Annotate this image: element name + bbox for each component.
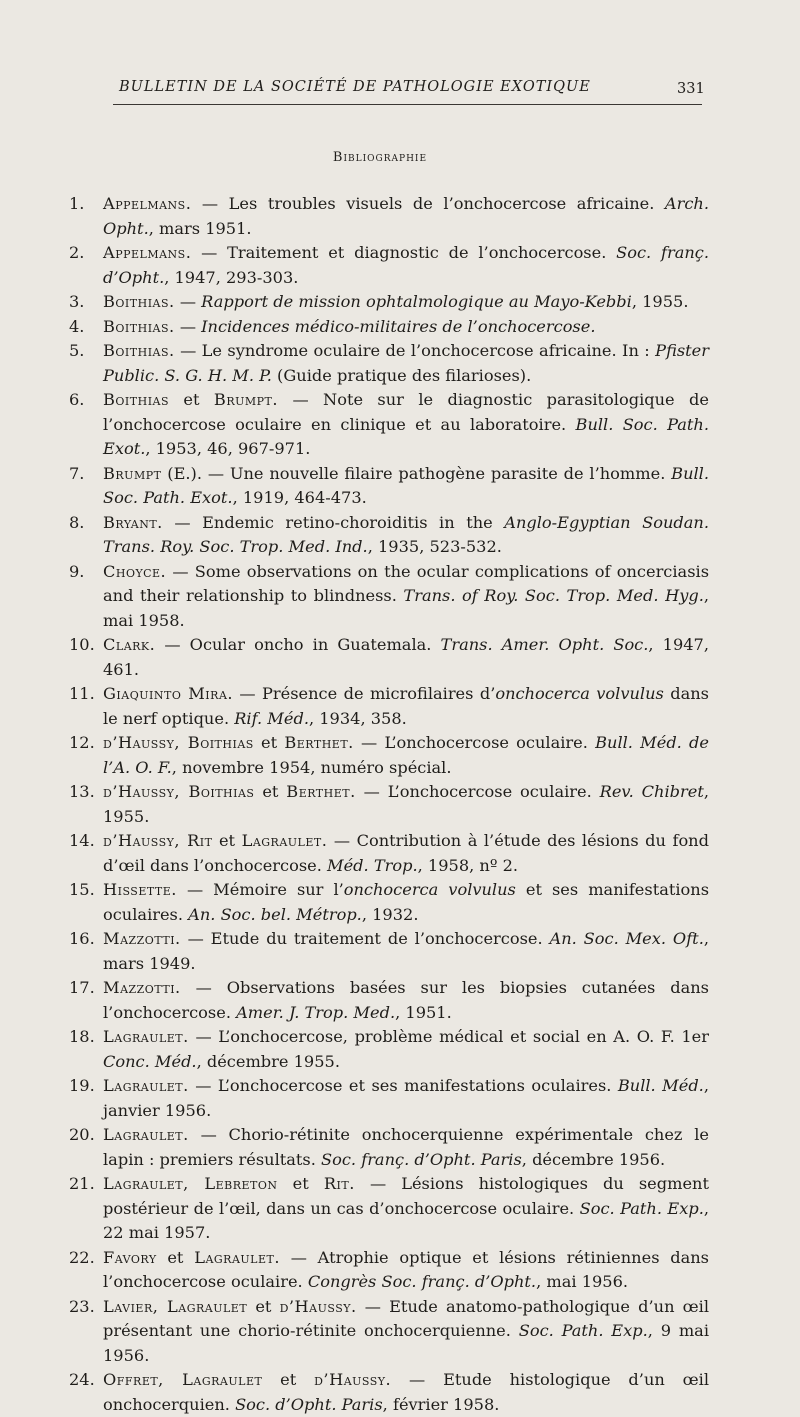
entry-segment: — Contribution à l’étude des lésions du fond d’œil dans l’onchocercose. xyxy=(103,831,709,875)
entry-number: 18. xyxy=(69,1027,95,1046)
page-number: 331 xyxy=(677,81,705,97)
entry-segment: — Endemic retino-choroiditis in the xyxy=(162,512,505,532)
entry-segment: et xyxy=(169,390,214,409)
entry-author: d’Haussy, Boithias xyxy=(103,782,255,801)
entry-author: Lagraulet. xyxy=(194,1247,280,1267)
entry-author: Boithias. xyxy=(103,292,175,311)
entry-author: d’Haussy, Boithias xyxy=(103,733,254,752)
entry-number: 19. xyxy=(69,1076,95,1095)
bibliography-entry xyxy=(69,731,709,780)
entry-author: Brumpt xyxy=(103,463,162,483)
entry-text xyxy=(103,462,709,511)
entry-italic: Soc. Path. Exp. xyxy=(579,1198,704,1218)
entry-number: 15. xyxy=(69,880,95,899)
bibliography-entry xyxy=(69,633,709,682)
bibliography-entry xyxy=(69,560,709,634)
bibliography-entry xyxy=(69,290,709,315)
entry-text xyxy=(103,1368,709,1417)
bibliography-entry xyxy=(69,878,709,927)
entry-segment: , 1919, 464-473. xyxy=(232,488,367,507)
bibliography-entry xyxy=(69,241,709,290)
bibliography-entry xyxy=(69,780,709,829)
entry-text xyxy=(103,1295,709,1369)
entry-segment: et xyxy=(277,1174,324,1193)
entry-segment: , 1934, 358. xyxy=(308,708,407,728)
entry-italic: Trans. of Roy. Soc. Trop. Med. Hyg. xyxy=(403,586,704,605)
entry-segment: et xyxy=(262,1370,315,1389)
entry-segment: (E.). — Une nouvelle filaire pathogène parasite de l’homme. xyxy=(161,463,672,483)
entry-author: Boithias. xyxy=(103,316,175,336)
entry-segment: — Présence de microfilaires d’ xyxy=(233,684,496,703)
entry-text xyxy=(103,780,709,829)
entry-author: Boithias. xyxy=(103,341,175,360)
entry-text xyxy=(103,241,709,290)
entry-text xyxy=(103,976,709,1025)
entry-number: 2. xyxy=(69,243,85,262)
bibliography-entry xyxy=(69,1025,709,1074)
entry-number: 1. xyxy=(69,194,85,213)
entry-italic: Arch. Opht. xyxy=(103,194,709,238)
entry-italic: Anglo-Egyptian Soudan. Trans. Roy. Soc. Trop. Med. Ind. xyxy=(103,512,709,556)
entry-italic: onchocerca volvulus xyxy=(495,684,664,703)
bibliography-entry xyxy=(69,927,709,976)
entry-text xyxy=(103,927,709,976)
entry-segment: et ses manifestations oculaires. xyxy=(103,880,710,924)
entry-text xyxy=(103,1025,709,1074)
bibliography-entry xyxy=(69,388,709,462)
entry-text xyxy=(103,290,709,315)
entry-italic: Rapport de mission ophtalmologique au Mayo-Kebbi xyxy=(201,292,632,311)
bibliography-entry xyxy=(69,1246,709,1295)
entry-text xyxy=(103,1246,709,1295)
entry-segment: — Atrophie optique et lésions rétiniennes dans l’onchocercose oculaire. xyxy=(103,1247,709,1291)
entry-italic: Amer. J. Trop. Med. xyxy=(236,1002,396,1022)
entry-number: 8. xyxy=(69,512,85,532)
bibliography-entry xyxy=(69,462,709,511)
entry-italic: Rif. Méd. xyxy=(234,708,309,728)
entry-segment: — L’onchocercose oculaire. xyxy=(355,782,600,801)
entry-segment: , 22 mai 1957. xyxy=(103,1198,709,1242)
entry-number: 20. xyxy=(69,1125,95,1144)
entry-number: 24. xyxy=(69,1370,95,1389)
bibliography-entry xyxy=(69,1295,709,1369)
entry-segment: , 1955. xyxy=(103,782,709,826)
entry-segment: — Chorio-rétinite onchocerquienne expérimentale chez le lapin : premiers résultats. xyxy=(103,1125,709,1169)
entry-author: Appelmans. xyxy=(103,243,192,262)
entry-segment: , février 1958. xyxy=(382,1394,500,1414)
entry-author: Clark. xyxy=(103,635,156,654)
entry-segment: — Some observations on the ocular complications of oncerciasis and their relationship to blindness. xyxy=(103,561,709,605)
entry-text xyxy=(103,388,709,462)
entry-segment: — L’onchocercose et ses manifestations oculaires. xyxy=(188,1076,618,1095)
entry-segment: dans le nerf optique. xyxy=(103,684,709,728)
entry-segment: , 1953, 46, 967-971. xyxy=(145,439,311,458)
bibliography-entry xyxy=(69,1368,709,1417)
entry-segment: , 1947, 461. xyxy=(103,635,710,679)
entry-segment: , 9 mai 1956. xyxy=(103,1321,709,1365)
entry-number: 22. xyxy=(69,1247,95,1267)
entry-text xyxy=(103,633,709,682)
entry-segment: , janvier 1956. xyxy=(103,1076,709,1120)
entry-segment: — L’onchocercose oculaire. xyxy=(353,733,596,752)
bibliography-entry xyxy=(69,1074,709,1123)
entry-author: Rit. xyxy=(323,1174,355,1193)
entry-italic: Incidences médico-militaires de l’onchocercose. xyxy=(201,316,596,336)
entry-italic: Bull. Méd. xyxy=(617,1076,704,1095)
entry-italic: An. Soc. bel. Métrop. xyxy=(188,904,362,924)
entry-author: Lagraulet. xyxy=(241,831,328,850)
entry-segment: — Mémoire sur l’ xyxy=(176,880,344,899)
bibliography-entry xyxy=(69,1123,709,1172)
entry-author: Lagraulet. xyxy=(103,1076,189,1095)
entry-author: Choyce. xyxy=(103,561,167,581)
entry-author: Berthet. xyxy=(286,782,356,801)
entry-author: Offret, Lagraulet xyxy=(103,1370,263,1389)
entry-italic: Pfister Public. S. G. H. M. P. xyxy=(103,341,709,385)
entry-segment: — Les troubles visuels de l’onchocercose africaine. xyxy=(191,194,665,213)
entry-number: 5. xyxy=(69,341,85,360)
running-title: BULLETIN DE LA SOCIÉTÉ DE PATHOLOGIE EXOTIQUE xyxy=(119,79,591,95)
entry-segment: , mai 1958. xyxy=(103,586,709,630)
entry-author: d’Haussy. xyxy=(279,1296,357,1316)
entry-author: Brumpt. xyxy=(213,390,279,409)
bibliography-entry xyxy=(69,1172,709,1246)
entry-segment: , 1932. xyxy=(361,904,419,924)
entry-segment: — Traitement et diagnostic de l’onchocercose. xyxy=(191,243,617,262)
entry-number: 17. xyxy=(69,978,95,997)
entry-author: Bryant. xyxy=(103,512,163,532)
entry-number: 12. xyxy=(69,733,95,752)
entry-segment: et xyxy=(253,733,285,752)
entry-segment: , décembre 1956. xyxy=(521,1149,666,1169)
entry-number: 7. xyxy=(69,463,85,483)
entry-author: Lagraulet. xyxy=(103,1027,189,1046)
entry-text xyxy=(103,192,709,241)
bibliography-entry xyxy=(69,511,709,560)
bibliography-entry xyxy=(69,339,709,388)
entry-segment: , 1951. xyxy=(395,1002,452,1022)
entry-italic: Soc. d’Opht. Paris xyxy=(235,1394,383,1414)
header-rule xyxy=(113,104,702,105)
entry-italic: Bull. Soc. Path. Exot. xyxy=(103,463,709,507)
entry-italic: Soc. franç. d’Opht. Paris xyxy=(321,1149,522,1169)
entry-author: Giaquinto Mira. xyxy=(103,684,234,703)
entry-segment: , 1947, 293-303. xyxy=(164,267,299,287)
entry-number: 16. xyxy=(69,929,95,948)
entry-segment: , 1935, 523-532. xyxy=(367,537,502,556)
entry-text xyxy=(103,1172,709,1246)
entry-number: 14. xyxy=(69,831,95,850)
entry-italic: Soc. franç. d’Opht. xyxy=(103,243,709,287)
entry-segment: , mars 1949. xyxy=(103,929,709,973)
entry-italic: Soc. Path. Exp. xyxy=(518,1321,648,1340)
entry-text xyxy=(103,315,709,340)
entry-italic: Congrès Soc. franç. d’Opht. xyxy=(307,1272,537,1291)
entry-author: Lagraulet, Lebreton xyxy=(103,1174,278,1193)
bibliography-entry xyxy=(69,315,709,340)
entry-segment: (Guide pratique des filarioses). xyxy=(271,365,532,385)
entry-segment: — Le syndrome oculaire de l’onchocercose africaine. In : xyxy=(174,341,656,360)
entry-number: 3. xyxy=(69,292,85,311)
entry-text xyxy=(103,560,709,634)
bibliography-entry xyxy=(69,976,709,1025)
entry-italic: onchocerca volvulus xyxy=(343,880,516,899)
entry-segment: , novembre 1954, numéro spécial. xyxy=(171,757,452,777)
entry-text xyxy=(103,682,709,731)
entry-segment: — Etude anatomo-pathologique d’un œil présentant une chorio-rétinite onchocerquienne. xyxy=(103,1296,710,1340)
entry-number: 11. xyxy=(69,684,95,703)
entry-segment: et xyxy=(156,1247,195,1267)
bibliography-entry xyxy=(69,192,709,241)
entry-segment: , décembre 1955. xyxy=(196,1051,340,1071)
entry-segment: — Ocular oncho in Guatemala. xyxy=(155,635,441,654)
entry-text xyxy=(103,731,709,780)
entry-number: 13. xyxy=(69,782,95,801)
entry-number: 6. xyxy=(69,390,85,409)
entry-italic: Conc. Méd. xyxy=(103,1051,197,1071)
entry-text xyxy=(103,1074,709,1123)
entry-author: Favory xyxy=(103,1247,157,1267)
entry-italic: Trans. Amer. Opht. Soc. xyxy=(440,635,649,654)
entry-author: Boithias xyxy=(103,390,170,409)
entry-author: Lavier, Lagraulet xyxy=(103,1296,248,1316)
entry-author: Appelmans. xyxy=(103,194,192,213)
entry-text xyxy=(103,1123,709,1172)
entry-text xyxy=(103,511,709,560)
bibliography-entry xyxy=(69,682,709,731)
entry-segment: — Etude histologique d’un œil onchocerquien. xyxy=(103,1370,709,1414)
entry-segment: , mai 1956. xyxy=(536,1272,629,1291)
section-title: Bibliographie xyxy=(332,150,428,165)
entry-number: 10. xyxy=(69,635,95,654)
bibliography-entry xyxy=(69,829,709,878)
entry-author: d’Haussy, Rit xyxy=(103,831,213,850)
entry-segment: — Lésions histologiques du segment postérieur de l’œil, dans un cas d’onchocercose oculaire. xyxy=(103,1174,709,1218)
entry-segment: , 1955. xyxy=(631,292,689,311)
entry-segment: — xyxy=(174,292,202,311)
entry-segment: , mars 1951. xyxy=(148,218,252,238)
entry-italic: Bull. Soc. Path. Exot. xyxy=(103,414,709,458)
entry-segment: — xyxy=(174,316,202,336)
entry-author: Mazzotti. xyxy=(103,929,181,948)
entry-segment: et xyxy=(254,782,287,801)
entry-author: Berthet. xyxy=(284,733,354,752)
entry-italic: Bull. Méd. de l’A. O. F. xyxy=(103,733,709,777)
entry-segment: — Etude du traitement de l’onchocercose. xyxy=(180,929,550,948)
entry-author: Lagraulet. xyxy=(103,1125,189,1144)
entry-author: d’Haussy. xyxy=(314,1370,392,1389)
entry-text xyxy=(103,339,709,388)
entry-author: Hissette. xyxy=(103,880,177,899)
entry-segment: et xyxy=(247,1296,280,1316)
entry-segment: , 1958, nº 2. xyxy=(417,855,519,875)
entry-segment: — Note sur le diagnostic parasitologique de l’onchocercose oculaire en clinique et au laboratoire. xyxy=(103,390,709,434)
entry-segment: et xyxy=(212,831,242,850)
entry-text xyxy=(103,878,709,927)
entry-italic: An. Soc. Mex. Oft. xyxy=(549,929,704,948)
bibliography-list xyxy=(69,192,709,1417)
entry-number: 9. xyxy=(69,561,85,581)
entry-number: 23. xyxy=(69,1296,95,1316)
entry-text xyxy=(103,829,709,878)
entry-number: 21. xyxy=(69,1174,95,1193)
entry-italic: Rev. Chibret xyxy=(599,782,704,801)
entry-italic: Méd. Trop. xyxy=(327,855,418,875)
entry-segment: — Observations basées sur les biopsies cutanées dans l’onchocercose. xyxy=(103,978,709,1022)
entry-number: 4. xyxy=(69,316,85,336)
entry-author: Mazzotti. xyxy=(103,978,181,997)
entry-segment: — L’onchocercose, problème médical et social en A. O. F. 1er xyxy=(188,1027,709,1046)
